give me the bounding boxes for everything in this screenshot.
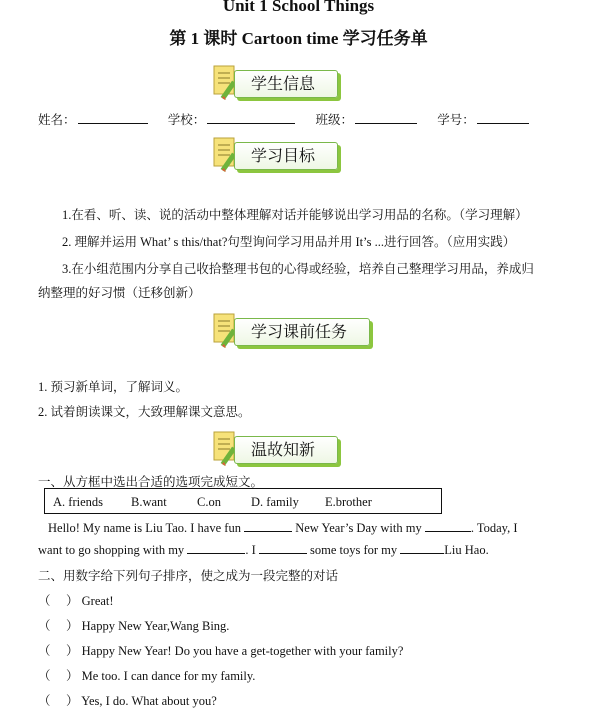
objective-1: 1.在看、听、读、说的活动中整体理解对话并能够说出学习用品的名称。（学习理解） (62, 208, 528, 222)
passage-text: want to go shopping with my (38, 543, 185, 557)
option-c: C.on (197, 495, 221, 509)
passage-blank-3[interactable] (187, 542, 245, 554)
preclass-task-2: 2. 试着朗读课文，大致理解课文意思。 (38, 405, 251, 419)
paren-open: （ (38, 644, 51, 658)
passage-blank-4[interactable] (259, 542, 307, 554)
class-label: 班级： (315, 113, 354, 127)
option-e: E.brother (325, 495, 372, 509)
name-blank[interactable] (78, 111, 148, 124)
number-label: 学号： (437, 113, 475, 127)
dialogue-text: Happy New Year,Wang Bing. (81, 619, 230, 633)
passage-text: Liu Hao. (444, 543, 489, 557)
school-label: 学校： (167, 113, 206, 127)
dialogue-text: Great! (81, 594, 114, 608)
paren-open: （ (38, 669, 51, 683)
passage-line-1 (48, 520, 518, 536)
dialogue-text: Me too. I can dance for my family. (81, 669, 256, 683)
objective-2: 2. 理解并运用 What’ s this/that?句型询问学习用品并用 It’s ...进行回答。（应用实践） (62, 235, 516, 249)
preclass-task-1: 1. 预习新单词，了解词义。 (38, 380, 189, 394)
passage-blank-5[interactable] (400, 542, 444, 554)
student-info-line (38, 110, 529, 128)
section-title: 学习课前任务 (234, 318, 370, 346)
paren-open: （ (38, 594, 51, 608)
name-label: 姓名： (38, 113, 76, 127)
dialogue-text: Happy New Year! Do you have a get-together with your family? (81, 644, 404, 658)
word-options-box (44, 488, 442, 514)
document-subtitle: 第 1 课时 Cartoon time 学习任务单 (169, 29, 428, 48)
exercise-1-instruction: 一、从方框中选出合适的选项完成短文。 (38, 475, 264, 489)
paren-close: ） (66, 644, 79, 658)
paren-close: ） (66, 594, 79, 608)
passage-blank-2[interactable] (425, 520, 471, 532)
school-blank[interactable] (207, 111, 295, 124)
option-d: D. family (251, 495, 299, 509)
objective-3-line-2: 纳整理的好习惯（迁移创新） (38, 286, 201, 300)
passage-text: Hello! My name is Liu Tao. I have fun (48, 521, 241, 535)
paren-open: （ (38, 619, 51, 633)
option-b: B.want (131, 495, 167, 509)
number-blank[interactable] (477, 111, 529, 124)
dialogue-item (38, 691, 217, 709)
paren-close: ） (66, 619, 79, 633)
dialogue-text: Yes, I do. What about you? (81, 694, 217, 708)
section-title: 学习目标 (234, 142, 338, 170)
passage-text: . Today, I (470, 521, 518, 535)
paren-close: ） (66, 694, 79, 708)
section-title: 温故知新 (234, 436, 338, 464)
section-title: 学生信息 (234, 70, 338, 98)
passage-text: some toys for my (309, 543, 398, 557)
paren-close: ） (66, 669, 79, 683)
dialogue-item (38, 666, 255, 684)
dialogue-item (38, 641, 403, 659)
option-a: A. friends (53, 495, 103, 509)
dialogue-item (38, 616, 229, 634)
class-blank[interactable] (355, 111, 417, 124)
exercise-2-instruction: 二、用数字给下列句子排序，使之成为一段完整的对话 (38, 569, 339, 583)
passage-blank-1[interactable] (244, 520, 292, 532)
passage-text: . I (245, 543, 256, 557)
passage-text: New Year’s Day with my (295, 521, 422, 535)
paren-open: （ (38, 694, 51, 708)
objective-3-line-1: 3.在小组范围内分享自己收拾整理书包的心得或经验，培养自己整理学习用品，养成归 (62, 262, 534, 276)
document-title: Unit 1 School Things (222, 0, 375, 15)
passage-line-2 (38, 542, 489, 558)
dialogue-item (38, 591, 114, 609)
